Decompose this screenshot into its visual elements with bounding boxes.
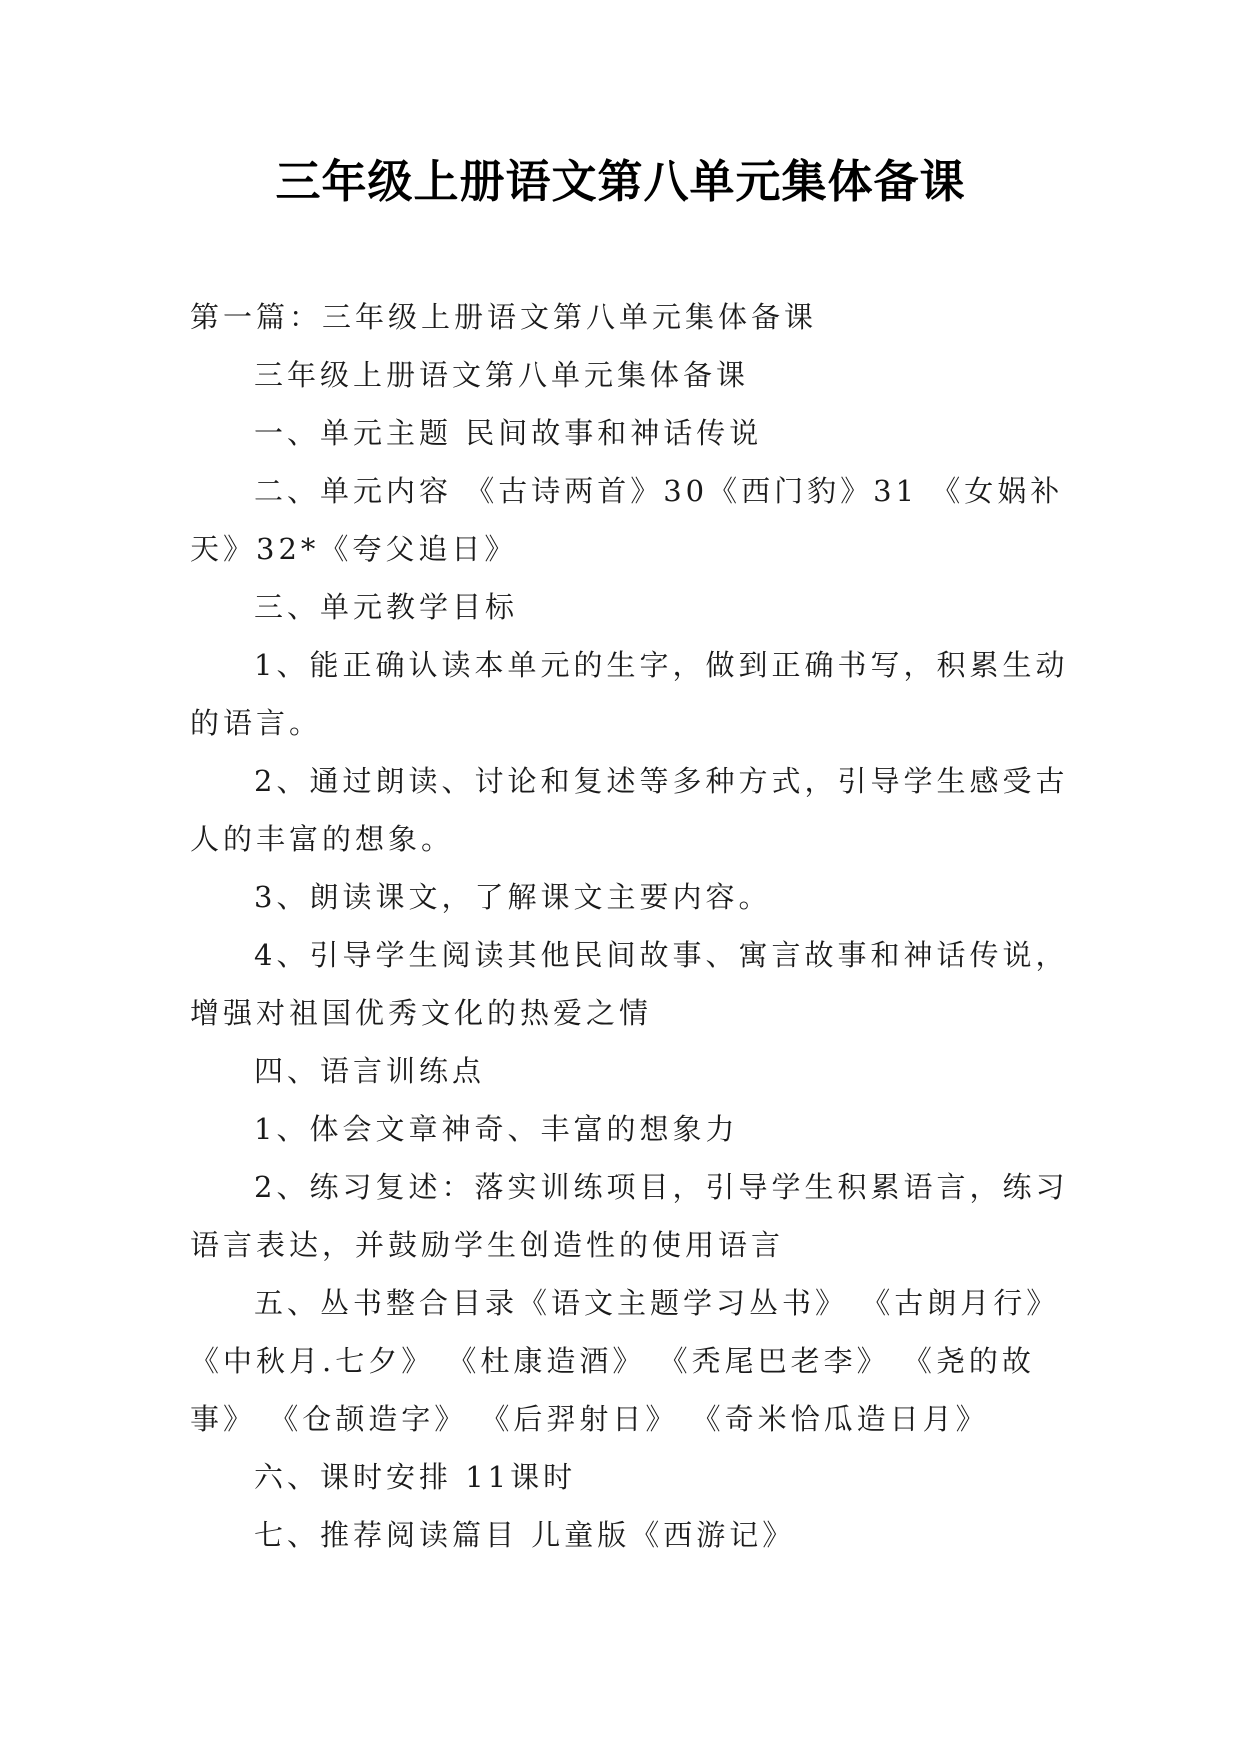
- paragraph-training-1: 1、体会文章神奇、丰富的想象力: [254, 1112, 739, 1146]
- paragraph-training-2: 2、练习复述：落实训练项目，引导学生积累语言，练习语言表达，并鼓励学生创造性的使用语言: [190, 1170, 1069, 1262]
- paragraph-lesson-schedule: 六、课时安排 11课时: [254, 1460, 577, 1494]
- paragraph-goal-2: 2、通过朗读、讨论和复述等多种方式，引导学生感受古人的丰富的想象。: [190, 764, 1069, 856]
- paragraph-goal-1: 1、能正确认读本单元的生字，做到正确书写，积累生动的语言。: [190, 648, 1069, 740]
- paragraph-series-catalog: 五、丛书整合目录《语文主题学习丛书》 《古朗月行》《中秋月.七夕》 《杜康造酒》 《秃尾巴老李》 《尧的故事》 《仓颉造字》 《后羿射日》 《奇米恰瓜造日月》: [190, 1286, 1060, 1436]
- paragraph-unit-theme: 一、单元主题 民间故事和神话传说: [254, 416, 763, 450]
- paragraph-teaching-goals-heading: 三、单元教学目标: [254, 590, 519, 624]
- paragraph-goal-3: 3、朗读课文，了解课文主要内容。: [254, 880, 772, 914]
- paragraph-subtitle: 三年级上册语文第八单元集体备课: [254, 358, 750, 392]
- paragraph-part-heading: 第一篇：三年级上册语文第八单元集体备课: [190, 300, 818, 334]
- document-body: [190, 288, 1070, 1564]
- document-title: 三年级上册语文第八单元集体备课: [275, 155, 966, 208]
- paragraph-recommended-reading: 七、推荐阅读篇目 儿童版《西游记》: [254, 1518, 796, 1552]
- paragraph-goal-4: 4、引导学生阅读其他民间故事、寓言故事和神话传说，增强对祖国优秀文化的热爱之情: [190, 938, 1069, 1030]
- paragraph-language-training-heading: 四、语言训练点: [254, 1054, 486, 1088]
- paragraph-unit-content: 二、单元内容 《古诗两首》30《西门豹》31 《女娲补天》32*《夸父追日》: [190, 474, 1064, 566]
